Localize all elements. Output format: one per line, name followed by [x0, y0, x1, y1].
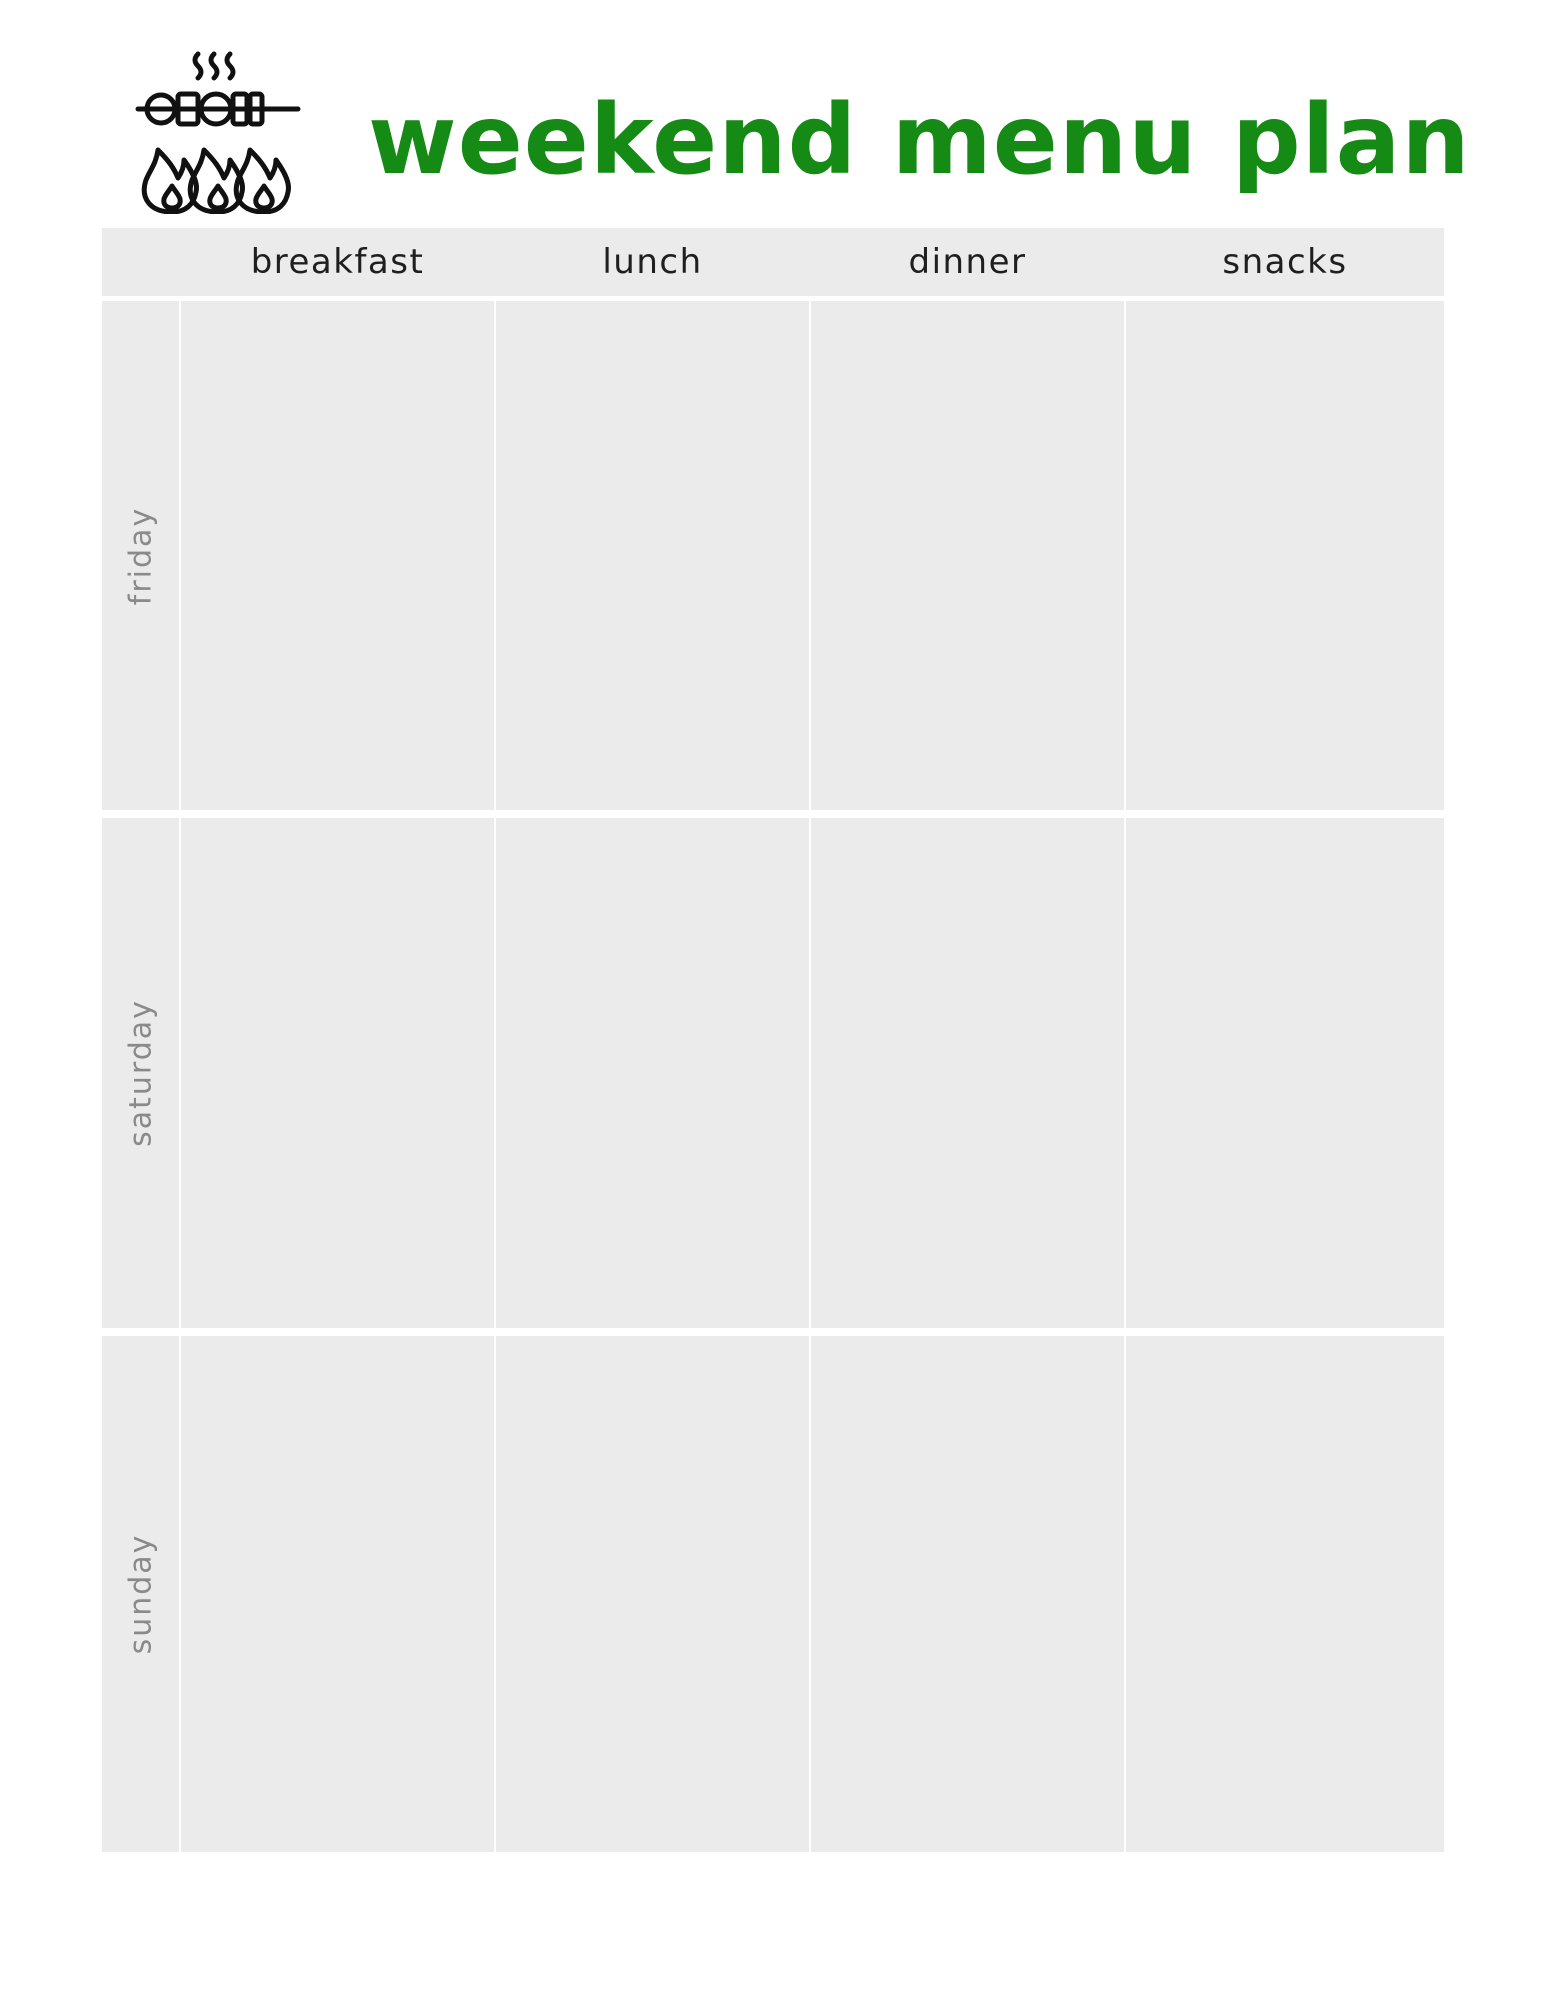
- menu-plan-grid: [102, 228, 1444, 1852]
- column-header-lunch: lunch: [602, 242, 703, 282]
- cell-sunday-breakfast[interactable]: [181, 1336, 494, 1852]
- cell-saturday-breakfast[interactable]: [181, 818, 494, 1328]
- cell-friday-dinner[interactable]: [811, 301, 1124, 810]
- day-label-cell: [102, 301, 179, 810]
- day-row-friday: [102, 301, 1444, 810]
- cell-saturday-snacks[interactable]: [1126, 818, 1444, 1328]
- day-label-saturday: saturday: [123, 999, 158, 1147]
- cell-friday-lunch[interactable]: [496, 301, 809, 810]
- column-header-snacks: snacks: [1222, 242, 1348, 282]
- column-header-breakfast: breakfast: [250, 242, 425, 282]
- cell-sunday-snacks[interactable]: [1126, 1336, 1444, 1852]
- cell-sunday-lunch[interactable]: [496, 1336, 809, 1852]
- page-title: weekend menu plan: [368, 84, 1471, 196]
- day-row-saturday: [102, 818, 1444, 1328]
- cell-saturday-dinner[interactable]: [811, 818, 1124, 1328]
- column-header-dinner: dinner: [908, 242, 1027, 282]
- cell-saturday-lunch[interactable]: [496, 818, 809, 1328]
- day-label-cell: [102, 1336, 179, 1852]
- column-header-row: [102, 228, 1444, 296]
- cell-friday-snacks[interactable]: [1126, 301, 1444, 810]
- page-header: [0, 0, 1545, 226]
- cell-friday-breakfast[interactable]: [181, 301, 494, 810]
- day-row-sunday: [102, 1336, 1444, 1852]
- day-label-friday: friday: [123, 506, 158, 605]
- day-label-cell: [102, 818, 179, 1328]
- grill-skewer-icon: [134, 46, 302, 214]
- cell-sunday-dinner[interactable]: [811, 1336, 1124, 1852]
- day-label-sunday: sunday: [123, 1533, 158, 1655]
